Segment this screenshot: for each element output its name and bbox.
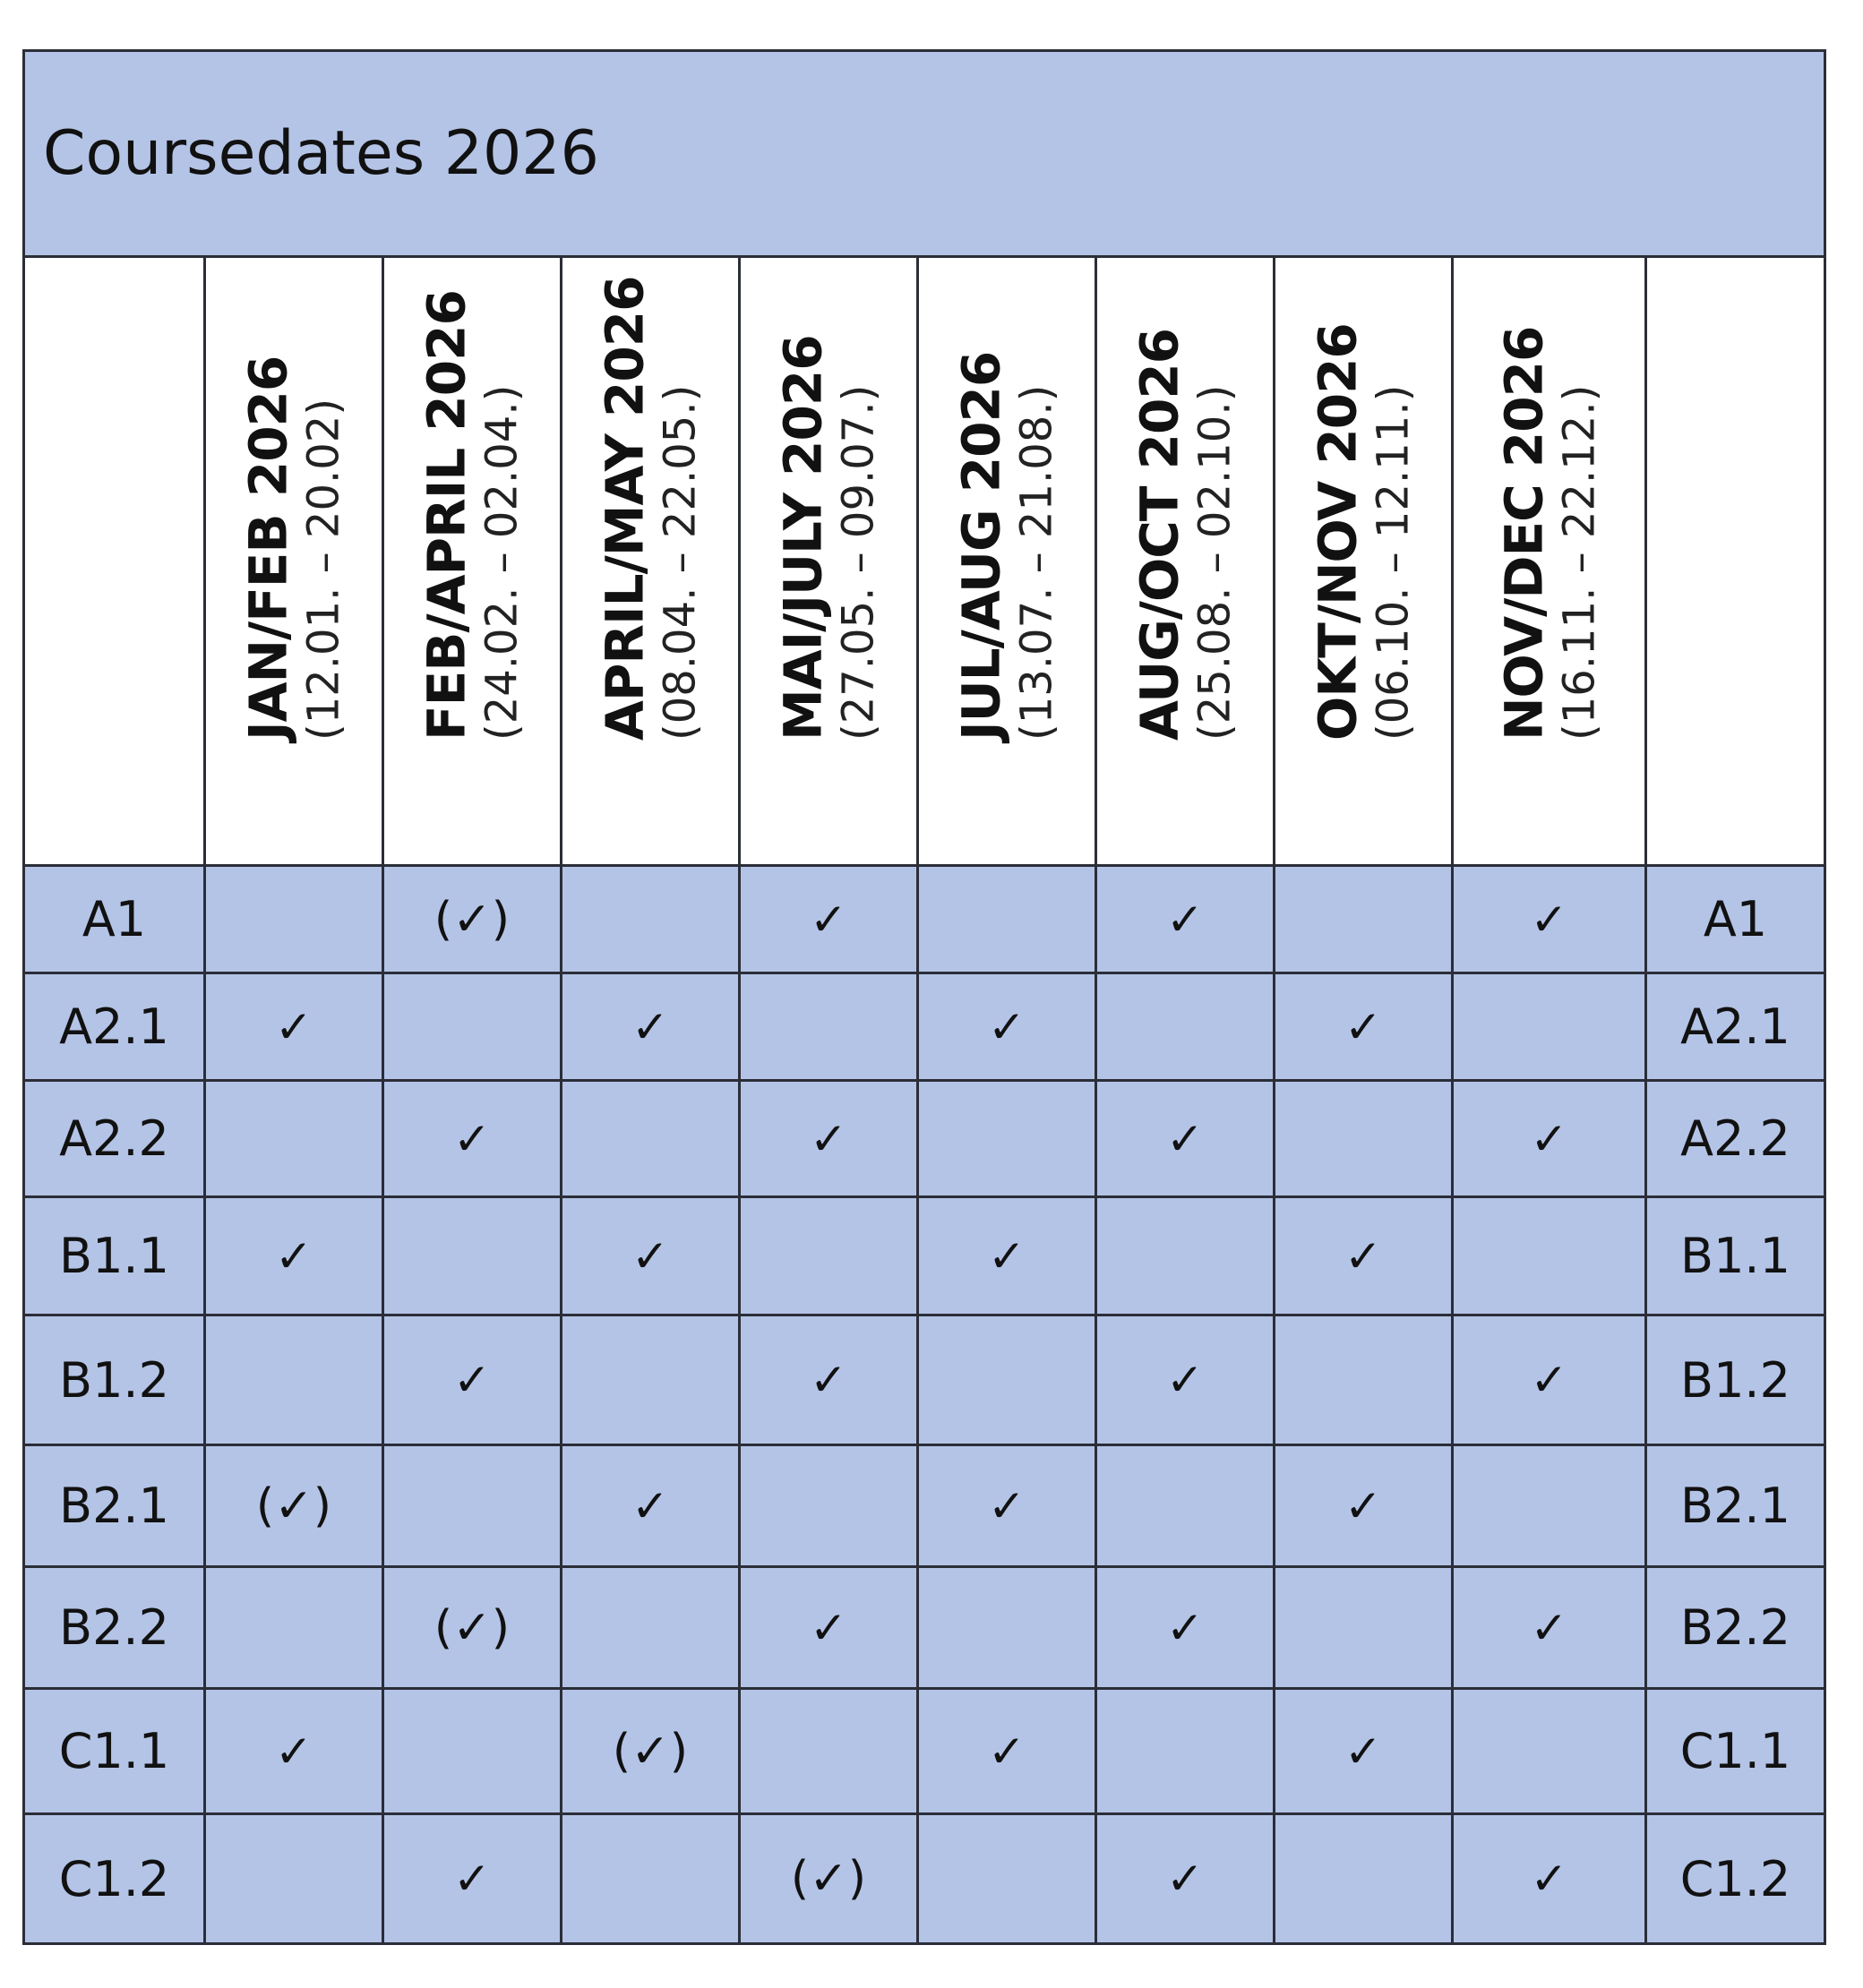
optional-check-mark: (✓): [562, 1689, 740, 1814]
empty-cell: [1096, 1689, 1275, 1814]
period-name: JUL/AUG 2026: [950, 351, 1012, 741]
empty-cell: [1096, 1445, 1275, 1567]
period-label: [772, 320, 884, 803]
level-label-left: C1.2: [24, 1814, 205, 1944]
check-mark: ✓: [1096, 866, 1275, 973]
empty-cell: [562, 1814, 740, 1944]
level-label-left: A1: [24, 866, 205, 973]
empty-cell: [1275, 1814, 1453, 1944]
period-header-row: [24, 257, 1825, 866]
empty-cell: [1453, 1445, 1646, 1567]
period-name: FEB/APRIL 2026: [416, 289, 477, 741]
empty-cell: [1275, 866, 1453, 973]
table-row: [24, 1689, 1825, 1814]
level-label-left: C1.1: [24, 1689, 205, 1814]
check-mark: ✓: [1275, 1197, 1453, 1315]
period-header: [205, 257, 383, 866]
period-dates: (25.08. – 02.10.): [1189, 384, 1241, 741]
period-dates: (06.10. – 12.11.): [1368, 384, 1419, 741]
empty-cell: [740, 1689, 918, 1814]
empty-cell: [1096, 973, 1275, 1081]
level-label-right: B1.2: [1646, 1315, 1825, 1445]
check-mark: ✓: [205, 1197, 383, 1315]
empty-cell: [562, 1315, 740, 1445]
check-mark: ✓: [740, 1567, 918, 1689]
level-label-right: B2.1: [1646, 1445, 1825, 1567]
level-label-left: B2.2: [24, 1567, 205, 1689]
check-mark: ✓: [740, 866, 918, 973]
empty-cell: [562, 866, 740, 973]
check-mark: ✓: [1275, 1445, 1453, 1567]
level-label-left: B1.1: [24, 1197, 205, 1315]
empty-cell: [1453, 1689, 1646, 1814]
check-mark: ✓: [1096, 1814, 1275, 1944]
period-dates: (16.11. – 22.12.): [1553, 384, 1604, 741]
check-mark: ✓: [383, 1814, 562, 1944]
check-mark: ✓: [205, 973, 383, 1081]
check-mark: ✓: [1453, 1567, 1646, 1689]
table-row: [24, 866, 1825, 973]
empty-cell: [740, 1197, 918, 1315]
empty-cell: [918, 1315, 1096, 1445]
table-row: [24, 973, 1825, 1081]
period-header: [740, 257, 918, 866]
empty-cell: [1275, 1315, 1453, 1445]
period-header: [562, 257, 740, 866]
title-row: [24, 51, 1825, 257]
level-label-left: A2.1: [24, 973, 205, 1081]
empty-cell: [383, 1445, 562, 1567]
check-mark: ✓: [562, 1197, 740, 1315]
empty-cell: [562, 1567, 740, 1689]
check-mark: ✓: [1275, 973, 1453, 1081]
table-row: [24, 1814, 1825, 1944]
period-dates: (08.04. – 22.05.): [655, 384, 706, 741]
level-label-left: B2.1: [24, 1445, 205, 1567]
table-body: [24, 866, 1825, 1944]
period-label: [237, 320, 349, 803]
empty-cell: [383, 1197, 562, 1315]
check-mark: ✓: [1096, 1567, 1275, 1689]
empty-cell: [918, 1814, 1096, 1944]
table-row: [24, 1567, 1825, 1689]
optional-check-mark: (✓): [205, 1445, 383, 1567]
level-label-left: A2.2: [24, 1081, 205, 1197]
check-mark: ✓: [1453, 866, 1646, 973]
check-mark: ✓: [918, 973, 1096, 1081]
level-label-right: A2.2: [1646, 1081, 1825, 1197]
period-dates: (24.02. – 02.04.): [476, 384, 528, 741]
empty-cell: [383, 973, 562, 1081]
check-mark: ✓: [740, 1315, 918, 1445]
optional-check-mark: (✓): [740, 1814, 918, 1944]
header-corner-right: [1646, 257, 1825, 866]
period-header: [1096, 257, 1275, 866]
period-header: [383, 257, 562, 866]
empty-cell: [205, 1081, 383, 1197]
check-mark: ✓: [918, 1445, 1096, 1567]
check-mark: ✓: [562, 973, 740, 1081]
period-label: [1492, 320, 1604, 803]
course-dates-table: [22, 49, 1826, 1945]
period-label: [416, 289, 528, 803]
period-label: [1129, 320, 1241, 803]
check-mark: ✓: [1096, 1315, 1275, 1445]
period-label: [1307, 320, 1419, 803]
period-dates: (12.01. – 20.02): [298, 398, 349, 741]
period-name: JAN/FEB 2026: [237, 356, 299, 741]
level-label-left: B1.2: [24, 1315, 205, 1445]
period-label: [594, 276, 706, 803]
empty-cell: [205, 1814, 383, 1944]
table-row: [24, 1081, 1825, 1197]
empty-cell: [740, 973, 918, 1081]
empty-cell: [1275, 1567, 1453, 1689]
empty-cell: [383, 1689, 562, 1814]
table-row: [24, 1315, 1825, 1445]
check-mark: ✓: [383, 1315, 562, 1445]
empty-cell: [205, 1567, 383, 1689]
check-mark: ✓: [918, 1689, 1096, 1814]
empty-cell: [1453, 973, 1646, 1081]
check-mark: ✓: [205, 1689, 383, 1814]
period-header: [1275, 257, 1453, 866]
check-mark: ✓: [1453, 1814, 1646, 1944]
period-header: [1453, 257, 1646, 866]
empty-cell: [205, 1315, 383, 1445]
check-mark: ✓: [1453, 1081, 1646, 1197]
period-name: MAI/JULY 2026: [772, 334, 834, 741]
level-label-right: C1.2: [1646, 1814, 1825, 1944]
period-label: [950, 320, 1062, 803]
empty-cell: [918, 1081, 1096, 1197]
check-mark: ✓: [1275, 1689, 1453, 1814]
table-row: [24, 1445, 1825, 1567]
period-header: [918, 257, 1096, 866]
period-name: AUG/OCT 2026: [1129, 328, 1190, 741]
optional-check-mark: (✓): [383, 1567, 562, 1689]
period-name: OKT/NOV 2026: [1307, 322, 1369, 741]
optional-check-mark: (✓): [383, 866, 562, 973]
empty-cell: [562, 1081, 740, 1197]
period-name: NOV/DEC 2026: [1492, 326, 1554, 741]
table-title: Coursedates 2026: [24, 51, 1825, 257]
check-mark: ✓: [383, 1081, 562, 1197]
header-corner-left: [24, 257, 205, 866]
period-name: APRIL/MAY 2026: [594, 276, 656, 741]
check-mark: ✓: [740, 1081, 918, 1197]
level-label-right: C1.1: [1646, 1689, 1825, 1814]
empty-cell: [205, 866, 383, 973]
empty-cell: [1453, 1197, 1646, 1315]
check-mark: ✓: [1453, 1315, 1646, 1445]
empty-cell: [1275, 1081, 1453, 1197]
table-row: [24, 1197, 1825, 1315]
period-dates: (27.05. – 09.07.): [833, 384, 884, 741]
check-mark: ✓: [1096, 1081, 1275, 1197]
empty-cell: [1096, 1197, 1275, 1315]
empty-cell: [740, 1445, 918, 1567]
level-label-right: B2.2: [1646, 1567, 1825, 1689]
period-dates: (13.07. – 21.08.): [1011, 384, 1062, 741]
check-mark: ✓: [562, 1445, 740, 1567]
level-label-right: B1.1: [1646, 1197, 1825, 1315]
level-label-right: A2.1: [1646, 973, 1825, 1081]
empty-cell: [918, 866, 1096, 973]
empty-cell: [918, 1567, 1096, 1689]
check-mark: ✓: [918, 1197, 1096, 1315]
level-label-right: A1: [1646, 866, 1825, 973]
